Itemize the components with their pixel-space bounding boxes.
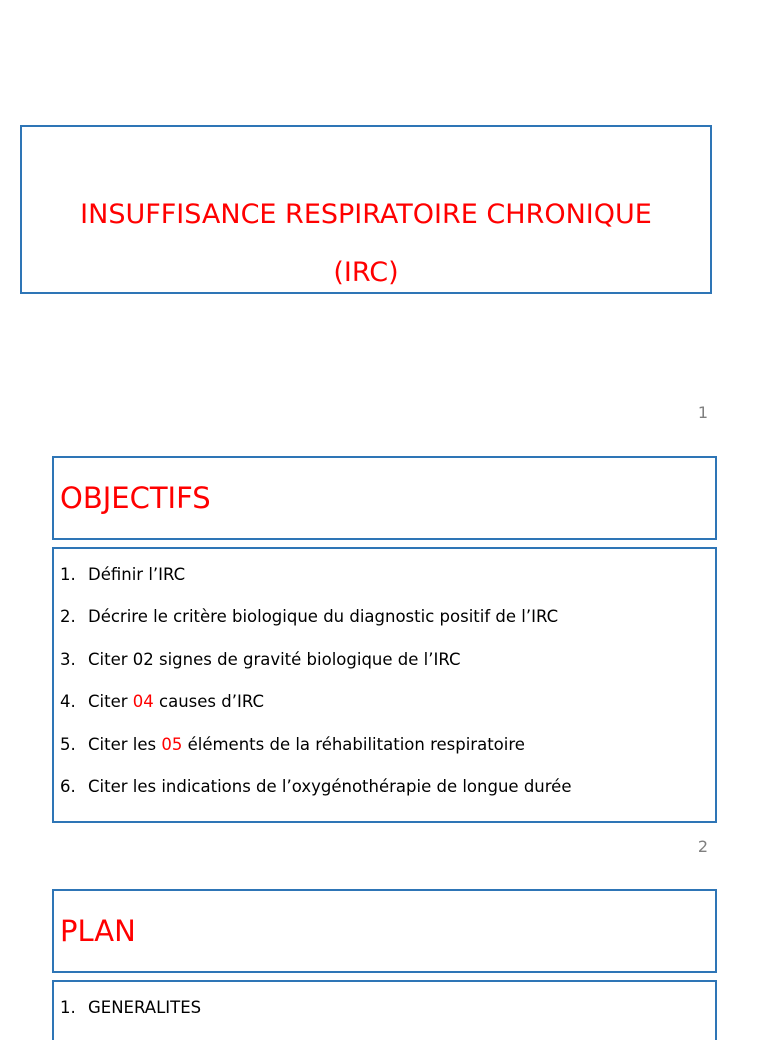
list-item-text: Citer les indications de l’oxygénothérapie de longue durée	[88, 776, 572, 796]
plan-list-box	[52, 980, 717, 1040]
list-item-number: 1.	[60, 998, 76, 1017]
plan-heading: PLAN	[60, 914, 136, 948]
list-item-text: GENERALITES	[88, 998, 202, 1017]
list-item-number: 2.	[60, 607, 76, 627]
list-item-number: 6.	[60, 776, 76, 796]
list-item	[60, 650, 571, 692]
list-item-text-post: causes d’IRC	[153, 692, 264, 712]
plan-header-box	[52, 889, 717, 973]
page-number-1: 1	[697, 403, 708, 422]
list-item	[60, 607, 571, 649]
list-item-number: 5.	[60, 734, 76, 754]
objectifs-header-box	[52, 456, 717, 540]
list-item-number: 1.	[60, 565, 76, 584]
list-item-text-post: éléments de la réhabilitation respiratoire	[182, 734, 525, 754]
list-item-number: 3.	[60, 649, 76, 669]
title-line-2: (IRC)	[333, 257, 399, 288]
plan-list	[60, 998, 201, 1040]
list-item-text: Citer 02 signes de gravité biologique de l’IRC	[88, 649, 461, 669]
title-line-1: INSUFFISANCE RESPIRATOIRE CHRONIQUE	[80, 199, 652, 230]
list-item-highlight: 05	[161, 734, 183, 754]
objectifs-heading: OBJECTIFS	[60, 481, 211, 515]
list-item-text: Décrire le critère biologique du diagnostic positif de l’IRC	[88, 607, 559, 627]
list-item-number: 4.	[60, 692, 76, 712]
list-item	[60, 565, 571, 607]
list-item-text: Définir l’IRC	[88, 565, 186, 584]
objectifs-list	[60, 565, 571, 819]
list-item	[60, 998, 201, 1040]
list-item	[60, 735, 571, 777]
page-number-2: 2	[697, 837, 708, 856]
list-item	[60, 777, 571, 819]
objectifs-list-box	[52, 547, 717, 823]
title-box	[20, 125, 712, 294]
list-item	[60, 692, 571, 734]
list-item-highlight: 04	[132, 692, 154, 712]
list-item-text-pre: Citer les	[88, 734, 162, 754]
list-item-text-pre: Citer	[88, 692, 133, 712]
